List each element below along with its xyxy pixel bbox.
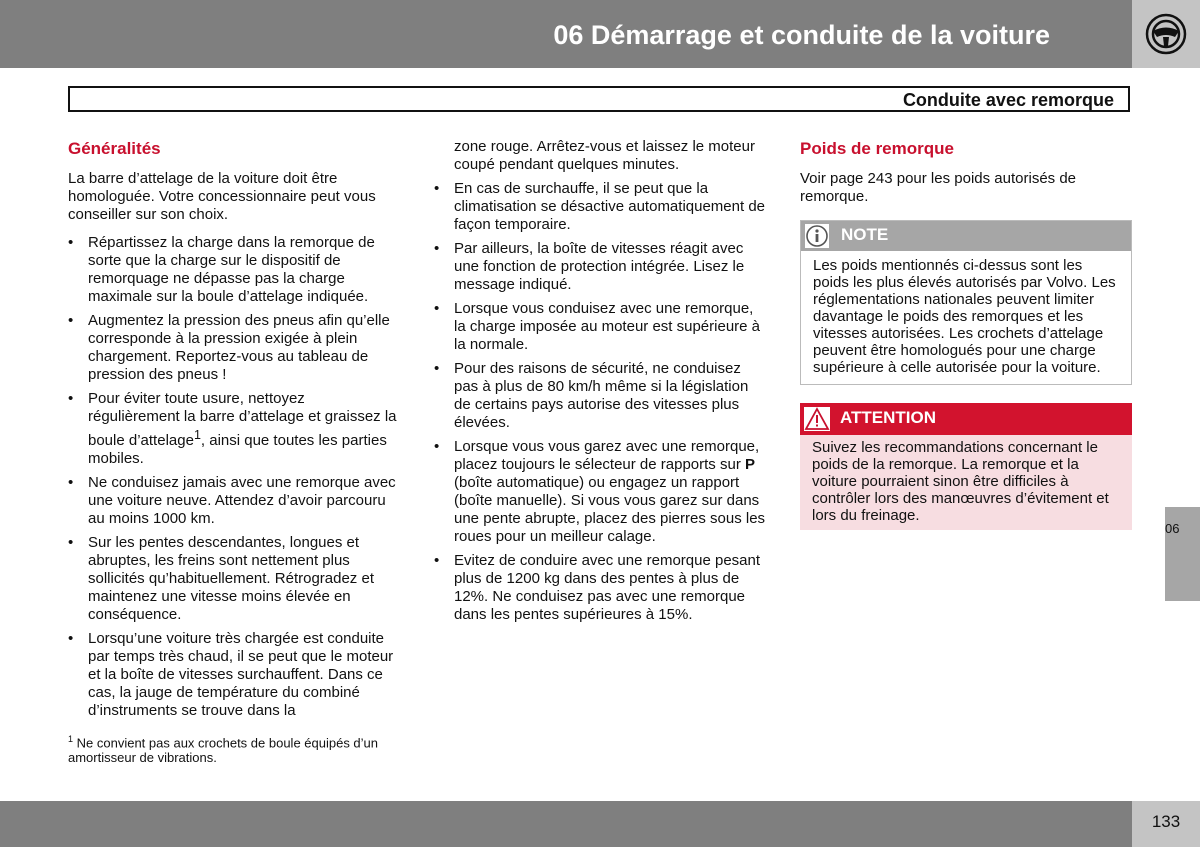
poids-intro: Voir page 243 pour les poids autorisés de remorque.	[800, 170, 1077, 205]
list-item: • En cas de surchauffe, il se peut que la climatisation se désactive automatiquement de façon temporaire.	[434, 180, 766, 233]
attention-box	[800, 403, 1132, 530]
note-label: NOTE	[841, 225, 889, 244]
header-bar	[0, 0, 1132, 68]
list-item: • Pour éviter toute usure, nettoyez régulièrement la barre d’attelage et graissez la boule d’attelage$^1$, ainsi que toutes les parties mobiles.	[68, 390, 397, 467]
warning-triangle-icon	[804, 407, 830, 431]
list-item: • Pour des raisons de sécurité, ne conduisez pas à plus de 80 km/h même si la législation de certains pays autorise des vitesses plus élevées.	[434, 360, 749, 431]
bullet-icon: •	[434, 300, 440, 317]
column-right	[800, 138, 1132, 530]
list-item: • Lorsqu’une voiture très chargée est conduite par temps très chaud, il se peut que le moteur et la boîte de vitesses surchauffent. Dans ce cas, la jauge de température du combiné d’instruments se trouve dans la	[68, 630, 394, 719]
section-title: Conduite avec remorque	[902, 90, 1114, 110]
bullet-icon: •	[434, 240, 440, 257]
bullet-icon: •	[434, 180, 440, 197]
attention-label: ATTENTION	[840, 408, 937, 427]
bullet-list-middle	[434, 180, 766, 624]
chapter-icon-box	[1132, 0, 1200, 68]
steering-wheel-icon	[1145, 13, 1187, 55]
footnote	[68, 732, 398, 765]
page-number-box	[1132, 801, 1200, 847]
footnote-ref: 1	[193, 428, 201, 442]
footnote-text: Ne convient pas aux crochets de boule équipés d’un amortisseur de vibrations.	[68, 735, 379, 766]
bullet-list-left	[68, 234, 398, 720]
bullet-icon: •	[68, 234, 74, 251]
note-header	[801, 221, 1131, 251]
list-item: • Lorsque vous vous garez avec une remorque, placez toujours le sélecteur de rapports sur P (boîte automatique) ou engagez un rapport (boîte manuelle). Si vous vous garez sur dans une pente abrupte, placez des pierres sous les roues pour un meilleur calage.	[434, 438, 766, 545]
chapter-side-tab	[1165, 507, 1200, 601]
bullet-icon: •	[68, 390, 74, 407]
bullet-icon: •	[434, 360, 440, 377]
list-item: • Sur les pentes descendantes, longues et abruptes, les freins sont nettement plus sollicités qu’habituellement. Rétrogradez et maintenez une vitesse moins élevée en conséquence.	[68, 534, 374, 623]
info-icon	[805, 224, 829, 248]
bullet-icon: •	[68, 630, 74, 647]
column-left	[68, 138, 398, 726]
list-item: • Par ailleurs, la boîte de vitesses réagit avec une fonction de protection intégrée. Lisez le message indiqué.	[434, 240, 745, 293]
continuation-text: zone rouge. Arrêtez-vous et laissez le moteur coupé pendant quelques minutes.	[454, 138, 755, 173]
heading-poids-remorque: Poids de remorque	[800, 139, 954, 158]
list-item: • Lorsque vous conduisez avec une remorque, la charge imposée au moteur est supérieure à la normale.	[434, 300, 761, 353]
section-title-box	[68, 86, 1130, 112]
bullet-icon: •	[68, 312, 74, 329]
list-item: • Ne conduisez jamais avec une remorque avec une voiture neuve. Attendez d’avoir parcouru au moins 1000 km.	[68, 474, 396, 527]
list-item: • Augmentez la pression des pneus afin qu’elle corresponde à la pression exigée à plein chargement. Reportez-vous au tableau de pression des pneus !	[68, 312, 390, 383]
list-item: • Répartissez la charge dans la remorque de sorte que la charge sur le dispositif de remorquage ne dépasse pas la charge maximale sur la boule d’attelage indiquée.	[68, 234, 375, 305]
note-box	[800, 220, 1132, 385]
column-middle	[434, 138, 766, 630]
bullet-icon: •	[68, 474, 74, 491]
bullet-icon: •	[434, 552, 440, 569]
intro-paragraph: La barre d’attelage de la voiture doit être homologuée. Votre concessionnaire peut vous conseiller sur son choix.	[68, 170, 376, 223]
heading-generalites: Généralités	[68, 139, 161, 158]
bullet-icon: •	[68, 534, 74, 551]
list-item: • Evitez de conduire avec une remorque pesant plus de 1200 kg dans des pentes à plus de 12%. Ne conduisez pas avec une remorque dans les pentes supérieures à 15%.	[434, 552, 761, 623]
bullet-icon: •	[434, 438, 440, 455]
footer-bar	[0, 801, 1132, 847]
note-text: Les poids mentionnés ci-dessus sont les poids les plus élevés autorisés par Volvo. Les réglementations nationales peuvent limiter davantage le poids des remorques et les vitesses autorisées. Les crochets d’attelage peuvent être homologués pour une charge supérieure à celle autorisée pour la voiture.	[813, 257, 1116, 376]
gear-p-label: P	[744, 456, 755, 473]
chapter-title: 06 Démarrage et conduite de la voiture	[553, 20, 1050, 50]
footnote-mark: 1	[68, 734, 74, 744]
side-tab-label: 06	[1165, 521, 1180, 536]
page-number: 133	[1151, 812, 1181, 831]
attention-text: Suivez les recommandations concernant le poids de la remorque. La remorque et la voiture pourraient sinon être difficiles à contrôler lors des manœuvres d’évitement et lors du freinage.	[812, 439, 1109, 524]
attention-header	[800, 403, 1132, 435]
